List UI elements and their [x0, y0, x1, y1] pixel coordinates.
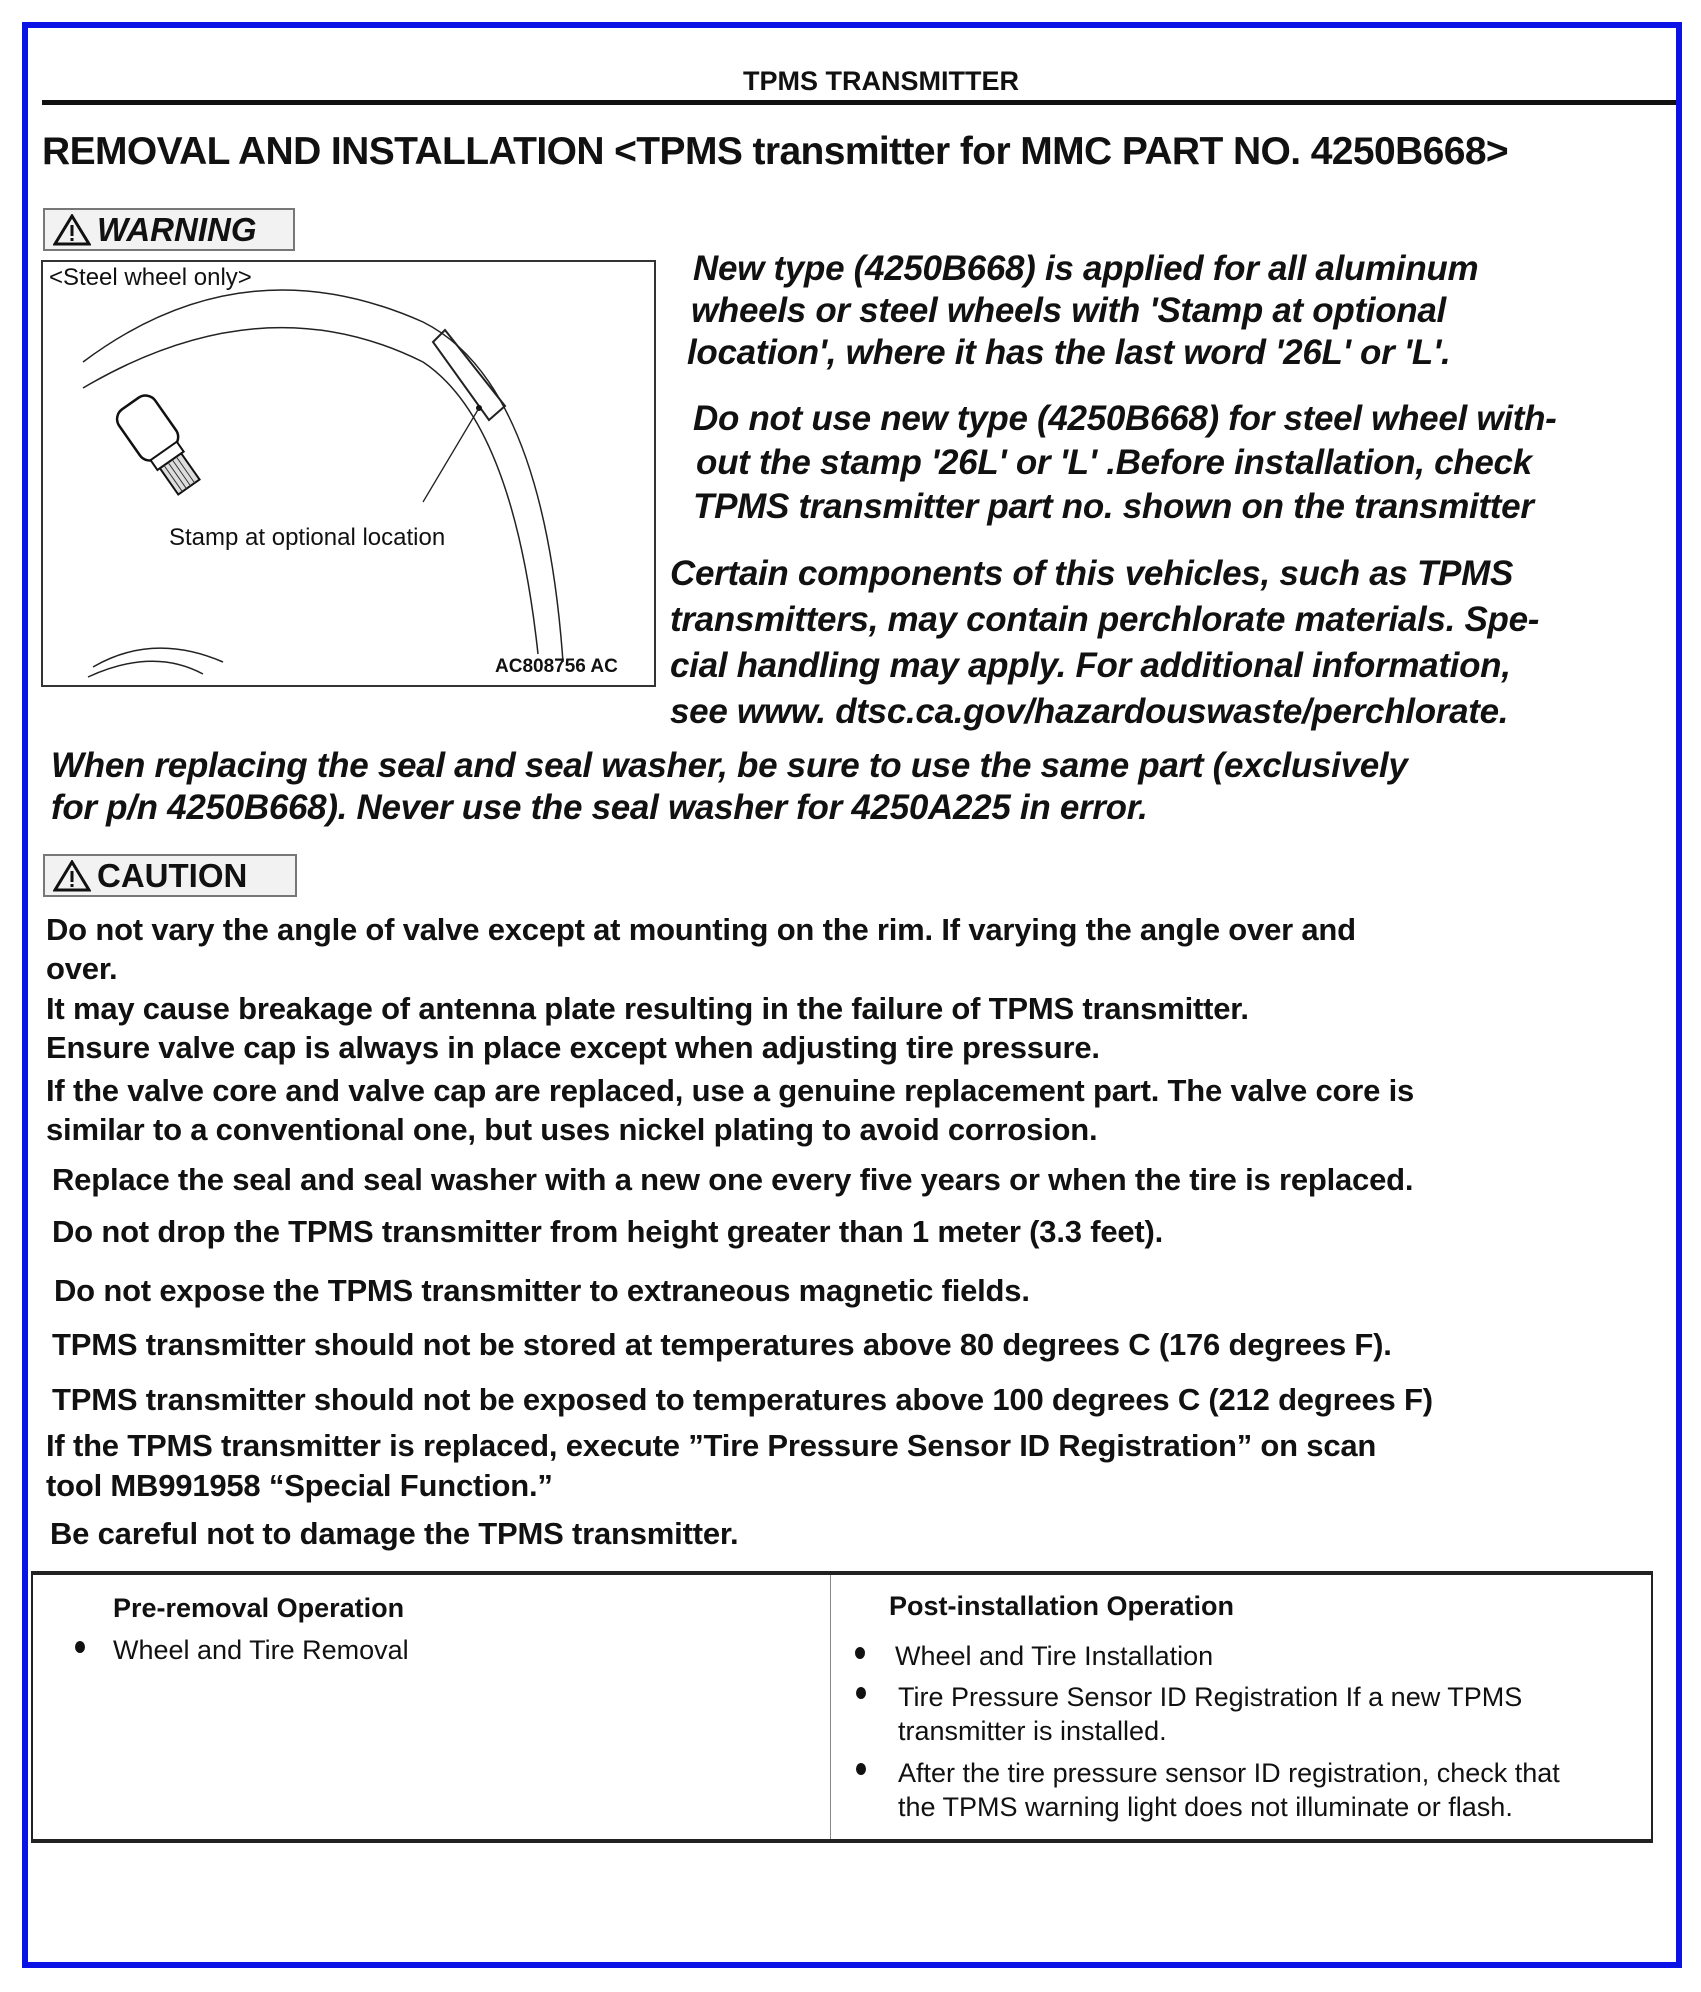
caution-label: CAUTION — [97, 856, 248, 894]
warning-paragraph-3 — [670, 551, 1539, 735]
text-line: transmitter is installed. — [898, 1716, 1167, 1746]
warning-triangle-icon — [53, 860, 91, 892]
text-line: for p/n 4250B668). Never use the seal washer for 4250A225 in error. — [51, 788, 1148, 827]
warning-triangle-icon — [53, 214, 91, 246]
caution-line: Replace the seal and seal washer with a new one every five years or when the tire is replaced. — [52, 1162, 1414, 1197]
post-installation-item: Wheel and Tire Installation — [895, 1641, 1214, 1671]
caution-line: If the valve core and valve cap are replaced, use a genuine replacement part. The valve core is — [46, 1073, 1415, 1108]
caution-line: Do not drop the TPMS transmitter from height greater than 1 meter (3.3 feet). — [52, 1214, 1164, 1249]
warning-paragraph-4 — [51, 745, 1408, 829]
warning-badge — [43, 208, 295, 251]
document-frame — [22, 22, 1682, 1968]
warning-paragraph-1 — [687, 248, 1479, 374]
warning-label: WARNING — [97, 210, 257, 248]
post-installation-item — [898, 1756, 1560, 1824]
text-line: Certain components of this vehicles, such as TPMS — [670, 554, 1514, 593]
post-installation-header: Post-installation Operation — [889, 1591, 1235, 1621]
caution-line: Be careful not to damage the TPMS transmitter. — [50, 1516, 739, 1551]
pre-removal-header: Pre-removal Operation — [113, 1593, 405, 1623]
caution-line: It may cause breakage of antenna plate resulting in the failure of TPMS transmitter. — [46, 991, 1249, 1026]
bullet-icon — [75, 1641, 85, 1653]
caution-line: similar to a conventional one, but uses nickel plating to avoid corrosion. — [46, 1112, 1098, 1147]
bullet-icon — [855, 1647, 865, 1659]
caution-badge — [43, 854, 297, 897]
text-line: out the stamp '26L' or 'L' .Before installation, check — [696, 443, 1532, 482]
caution-line: Do not vary the angle of valve except at mounting on the rim. If varying the angle over and — [46, 912, 1356, 947]
figure-callout: Stamp at optional location — [169, 524, 446, 551]
text-line: location', where it has the last word '26L' or 'L'. — [687, 333, 1451, 372]
post-installation-item — [898, 1680, 1522, 1748]
caution-line: TPMS transmitter should not be stored at temperatures above 80 degrees C (176 degrees F). — [52, 1327, 1392, 1362]
pre-removal-item: Wheel and Tire Removal — [113, 1635, 409, 1665]
text-line: transmitters, may contain perchlorate materials. Spe- — [670, 600, 1540, 639]
bullet-icon — [856, 1687, 866, 1699]
text-line: TPMS transmitter part no. shown on the transmitter — [693, 487, 1534, 526]
text-line: see www. dtsc.ca.gov/hazardouswaste/perchlorate. — [670, 692, 1509, 731]
text-line: Tire Pressure Sensor ID Registration If a new TPMS — [898, 1682, 1523, 1712]
page-heading: REMOVAL AND INSTALLATION <TPMS transmitter for MMC PART NO. 4250B668> — [42, 130, 1509, 173]
steel-wheel-figure — [41, 260, 656, 687]
operations-table — [31, 1571, 1653, 1843]
text-line: After the tire pressure sensor ID registration, check that — [898, 1758, 1560, 1788]
caution-line: Ensure valve cap is always in place except when adjusting tire pressure. — [46, 1030, 1100, 1065]
table-divider — [830, 1575, 831, 1839]
text-line: the TPMS warning light does not illuminate or flash. — [898, 1792, 1513, 1822]
text-line: New type (4250B668) is applied for all aluminum — [693, 249, 1479, 288]
text-line: cial handling may apply. For additional information, — [670, 646, 1511, 685]
caution-line: over. — [46, 951, 118, 986]
caution-line: If the TPMS transmitter is replaced, execute ”Tire Pressure Sensor ID Registration” on scan — [46, 1428, 1377, 1463]
caution-line: TPMS transmitter should not be exposed to temperatures above 100 degrees C (212 degrees F) — [52, 1382, 1433, 1417]
text-line: When replacing the seal and seal washer, be sure to use the same part (exclusively — [51, 746, 1408, 785]
bullet-icon — [856, 1763, 866, 1775]
wheel-rim-illustration — [43, 262, 654, 685]
warning-paragraph-2 — [693, 397, 1557, 529]
figure-id: AC808756 AC — [495, 656, 618, 677]
caution-line: Do not expose the TPMS transmitter to extraneous magnetic fields. — [54, 1273, 1030, 1308]
header-rule — [42, 100, 1682, 105]
section-title: TPMS TRANSMITTER — [743, 66, 1019, 96]
figure-caption: <Steel wheel only> — [49, 264, 252, 291]
text-line: Do not use new type (4250B668) for steel wheel with- — [693, 399, 1557, 438]
caution-line: tool MB991958 “Special Function.” — [46, 1468, 553, 1503]
text-line: wheels or steel wheels with 'Stamp at optional — [691, 291, 1446, 330]
